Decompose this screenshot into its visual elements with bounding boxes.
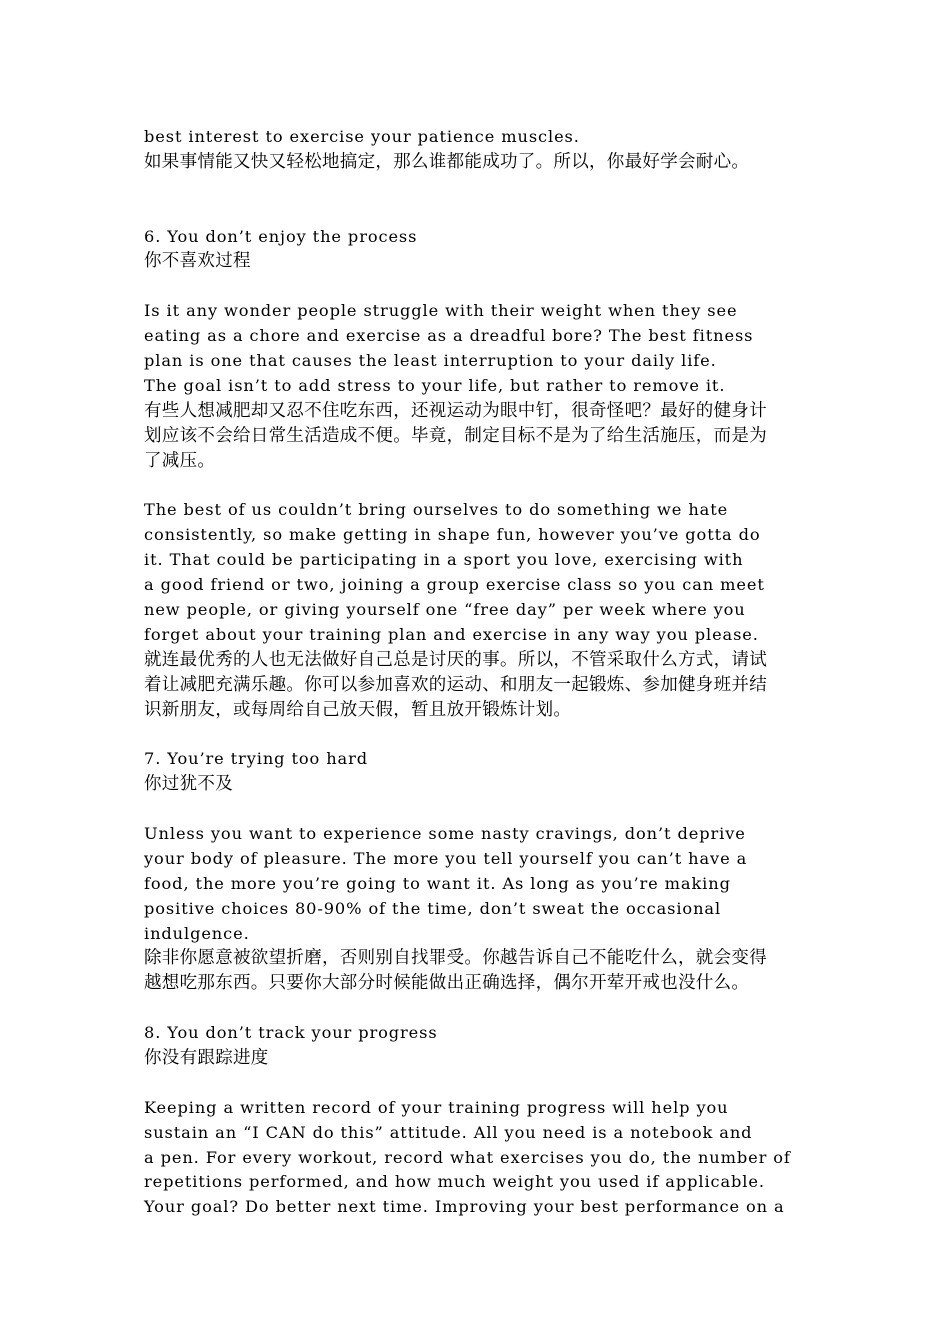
paragraph-weight-struggle: [144, 299, 824, 473]
text-line-zh: 越想吃那东西。只要你大部分时候能做出正确选择，偶尔开荤开戒也没什么。: [144, 973, 750, 994]
text-line-en: it. That could be participating in a sport you love, exercising with: [144, 550, 744, 570]
heading-en: 8. You don’t track your progress: [144, 1023, 438, 1043]
text-line-en: Keeping a written record of your training progress will help you: [144, 1097, 729, 1117]
heading-zh: 你过犹不及: [144, 774, 233, 795]
text-line-zh: 识新朋友，或每周给自己放天假，暂且放开锻炼计划。: [144, 699, 572, 720]
text-line-en: eating as a chore and exercise as a dreadful bore? The best fitness: [144, 326, 754, 346]
text-line-zh: 如果事情能又快又轻松地搞定，那么谁都能成功了。所以，你最好学会耐心。: [144, 151, 750, 172]
text-line-en: a pen. For every workout, record what exercises you do, the number of: [144, 1147, 791, 1167]
document-page: [144, 125, 824, 1220]
text-line-en: repetitions performed, and how much weight you used if applicable.: [144, 1172, 765, 1192]
text-line-en: indulgence.: [144, 923, 250, 943]
paragraph-make-it-fun: [144, 498, 824, 722]
text-line-zh: 除非你愿意被欲望折磨，否则别自找罪受。你越告诉自己不能吃什么，就会变得: [144, 948, 767, 969]
text-line-en: your body of pleasure. The more you tell yourself you can’t have a: [144, 848, 748, 868]
text-line-en: plan is one that causes the least interruption to your daily life.: [144, 351, 717, 371]
heading-zh: 你没有跟踪进度: [144, 1047, 269, 1068]
text-line-en: Is it any wonder people struggle with their weight when they see: [144, 301, 738, 321]
text-line-en: a good friend or two, joining a group exercise class so you can meet: [144, 575, 765, 595]
paragraph-patience: [144, 125, 824, 175]
paragraph-cravings: [144, 822, 824, 996]
section-heading-8: [144, 1021, 824, 1071]
text-line-en: best interest to exercise your patience muscles.: [144, 127, 580, 146]
text-line-en: The best of us couldn’t bring ourselves to do something we hate: [144, 500, 729, 520]
text-line-zh: 有些人想减肥却又忍不住吃东西，还视运动为眼中钉，很奇怪吧？最好的健身计: [144, 400, 767, 421]
text-line-zh: 着让减肥充满乐趣。你可以参加喜欢的运动、和朋友一起锻炼、参加健身班并结: [144, 674, 767, 695]
text-line-en: food, the more you’re going to want it. As long as you’re making: [144, 873, 731, 893]
text-line-en: consistently, so make getting in shape fun, however you’ve gotta do: [144, 525, 761, 545]
text-line-en: new people, or giving yourself one “free day” per week where you: [144, 599, 746, 619]
heading-en: 6. You don’t enjoy the process: [144, 226, 418, 246]
text-line-zh: 就连最优秀的人也无法做好自己总是讨厌的事。所以，不管采取什么方式，请试: [144, 649, 767, 670]
heading-en: 7. You’re trying too hard: [144, 749, 368, 769]
section-heading-7: [144, 747, 824, 797]
section-heading-6: [144, 225, 824, 275]
paragraph-track-progress: [144, 1096, 824, 1220]
text-line-zh: 了减压。: [144, 450, 216, 471]
text-line-en: Unless you want to experience some nasty cravings, don’t deprive: [144, 823, 746, 843]
text-line-en: The goal isn’t to add stress to your life, but rather to remove it.: [144, 375, 726, 395]
heading-zh: 你不喜欢过程: [144, 251, 251, 272]
text-line-en: Your goal? Do better next time. Improving your best performance on a: [144, 1197, 785, 1217]
text-line-en: sustain an “I CAN do this” attitude. All you need is a notebook and: [144, 1122, 753, 1142]
text-line-zh: 划应该不会给日常生活造成不便。毕竟，制定目标不是为了给生活施压，而是为: [144, 425, 767, 446]
text-line-en: forget about your training plan and exercise in any way you please.: [144, 624, 759, 644]
text-line-en: positive choices 80-90% of the time, don’t sweat the occasional: [144, 898, 722, 918]
